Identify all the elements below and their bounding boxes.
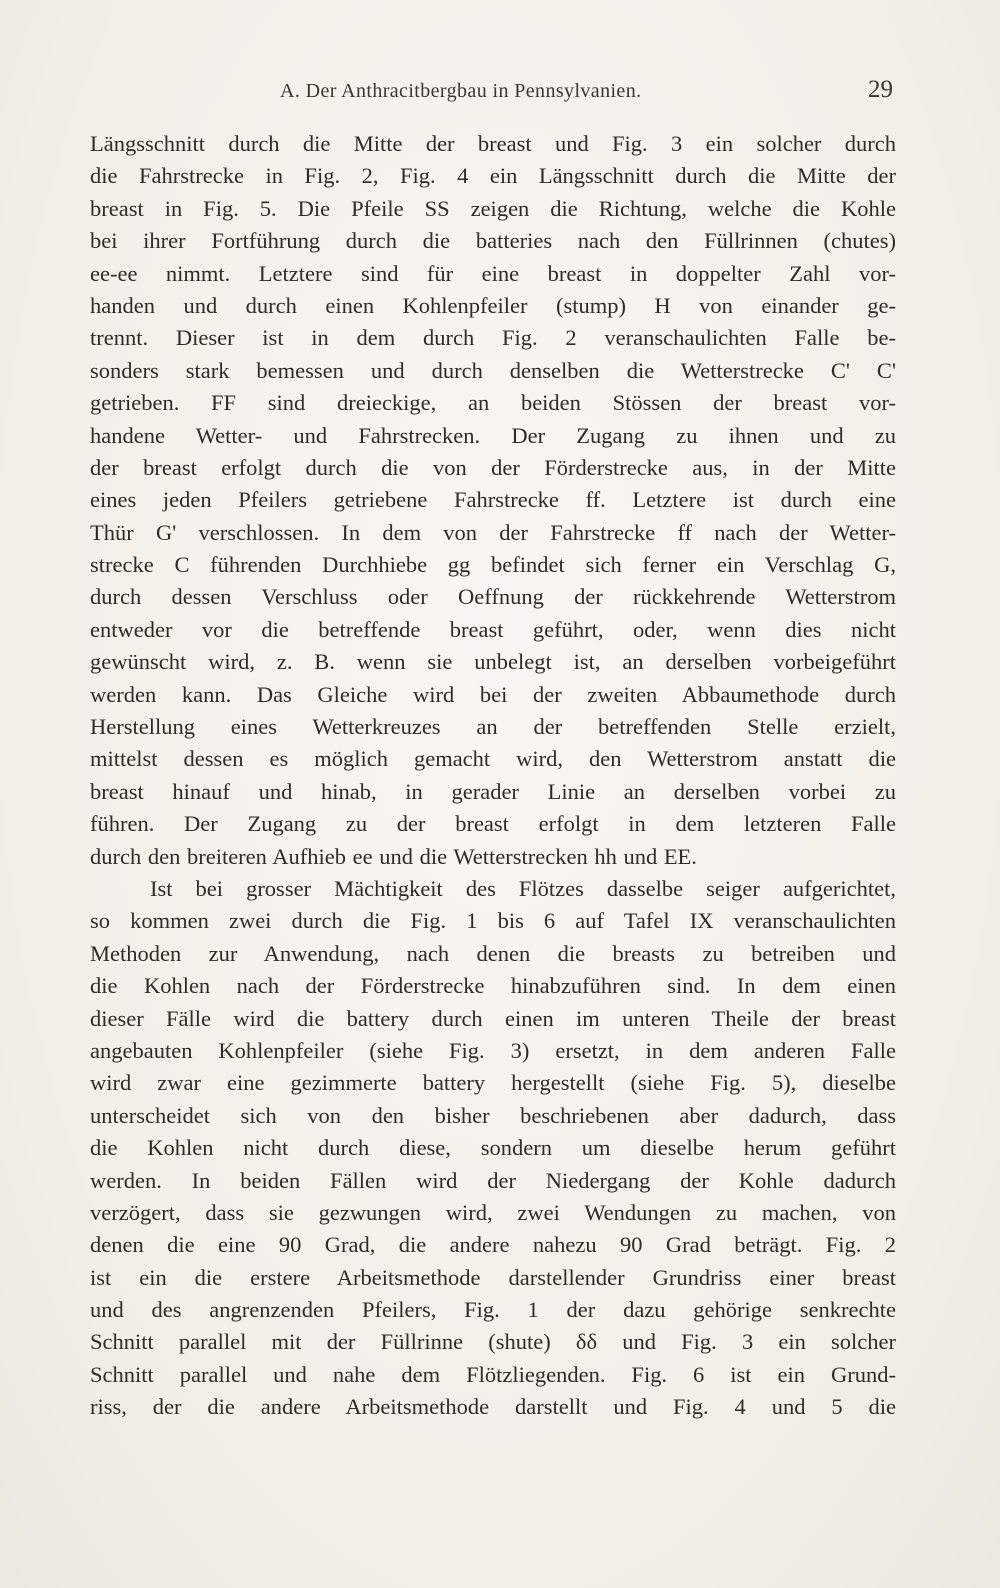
text-line-paragraph-end: durch den breiteren Aufhieb ee und die Wetterstrecken hh und EE.: [90, 843, 697, 869]
body-text: [90, 128, 896, 1424]
text-line: der breast erfolgt durch die von der Förderstrecke aus, in der Mitte: [90, 454, 896, 480]
text-line: durch dessen Verschluss oder Oeffnung der rückkehrende Wetterstrom: [90, 584, 896, 610]
text-line: angebauten Kohlenpfeiler (siehe Fig. 3) ersetzt, in dem anderen Falle: [90, 1037, 896, 1063]
running-head: [0, 76, 1000, 110]
text-line: gewünscht wird, z. B. wenn sie unbelegt ist, an derselben vorbeigeführt: [90, 649, 896, 675]
text-line: trennt. Dieser ist in dem durch Fig. 2 veranschaulichten Falle be-: [90, 325, 896, 351]
text-line: eines jeden Pfeilers getriebene Fahrstrecke ff. Letztere ist durch eine: [90, 487, 896, 513]
text-line: die Kohlen nach der Förderstrecke hinabzuführen sind. In dem einen: [90, 973, 896, 999]
text-line: so kommen zwei durch die Fig. 1 bis 6 auf Tafel IX veranschaulichten: [90, 908, 896, 934]
text-line: führen. Der Zugang zu der breast erfolgt in dem letzteren Falle: [90, 811, 896, 837]
text-line: die Kohlen nicht durch diese, sondern um dieselbe herum geführt: [90, 1135, 896, 1161]
text-line: mittelst dessen es möglich gemacht wird, den Wetterstrom anstatt die: [90, 746, 896, 772]
text-line: breast hinauf und hinab, in gerader Linie an derselben vorbei zu: [90, 778, 896, 804]
text-line: Längsschnitt durch die Mitte der breast und Fig. 3 ein solcher durch: [90, 131, 896, 156]
text-line: handen und durch einen Kohlenpfeiler (stump) H von einander ge-: [90, 292, 896, 318]
text-line-paragraph-start: Ist bei grosser Mächtigkeit des Flötzes dasselbe seiger aufgerichtet,: [150, 875, 896, 901]
text-line: Schnitt parallel mit der Füllrinne (shute) δδ und Fig. 3 ein solcher: [90, 1329, 896, 1355]
text-line: Methoden zur Anwendung, nach denen die breasts zu betreiben und: [90, 940, 896, 966]
text-line: Herstellung eines Wetterkreuzes an der betreffenden Stelle erzielt,: [90, 714, 896, 740]
text-line: denen die eine 90 Grad, die andere nahezu 90 Grad beträgt. Fig. 2: [90, 1232, 896, 1258]
text-line: getrieben. FF sind dreieckige, an beiden Stössen der breast vor-: [90, 390, 896, 416]
text-line: handene Wetter- und Fahrstrecken. Der Zugang zu ihnen und zu: [90, 422, 896, 448]
text-line: sonders stark bemessen und durch denselben die Wetterstrecke C' C': [90, 357, 896, 383]
page-number: 29: [868, 76, 893, 103]
text-line: unterscheidet sich von den bisher beschriebenen aber dadurch, dass: [90, 1102, 896, 1128]
text-line: breast in Fig. 5. Die Pfeile SS zeigen die Richtung, welche die Kohle: [90, 195, 896, 221]
text-line: verzögert, dass sie gezwungen wird, zwei Wendungen zu machen, von: [90, 1199, 896, 1225]
text-line: strecke C führenden Durchhiebe gg befindet sich ferner ein Verschlag G,: [90, 552, 896, 578]
running-head-title: A. Der Anthracitbergbau in Pennsylvanien.: [280, 80, 642, 102]
text-line: die Fahrstrecke in Fig. 2, Fig. 4 ein Längsschnitt durch die Mitte der: [90, 163, 896, 189]
text-line: dieser Fälle wird die battery durch einen im unteren Theile der breast: [90, 1005, 896, 1031]
text-line: Schnitt parallel und nahe dem Flötzliegenden. Fig. 6 ist ein Grund-: [90, 1361, 896, 1387]
text-line: bei ihrer Fortführung durch die batteries nach den Füllrinnen (chutes): [90, 228, 896, 254]
text-line: wird zwar eine gezimmerte battery hergestellt (siehe Fig. 5), dieselbe: [90, 1070, 896, 1096]
text-line: riss, der die andere Arbeitsmethode darstellt und Fig. 4 und 5 die: [90, 1394, 896, 1420]
text-line: ee-ee nimmt. Letztere sind für eine breast in doppelter Zahl vor-: [90, 260, 896, 286]
text-line: ist ein die erstere Arbeitsmethode darstellender Grundriss einer breast: [90, 1264, 896, 1290]
text-line: entweder vor die betreffende breast geführt, oder, wenn dies nicht: [90, 616, 896, 642]
text-line: und des angrenzenden Pfeilers, Fig. 1 der dazu gehörige senkrechte: [90, 1297, 896, 1323]
text-line: werden kann. Das Gleiche wird bei der zweiten Abbaumethode durch: [90, 681, 896, 707]
text-line: werden. In beiden Fällen wird der Niedergang der Kohle dadurch: [90, 1167, 896, 1193]
text-line: Thür G' verschlossen. In dem von der Fahrstrecke ff nach der Wetter-: [90, 519, 896, 545]
